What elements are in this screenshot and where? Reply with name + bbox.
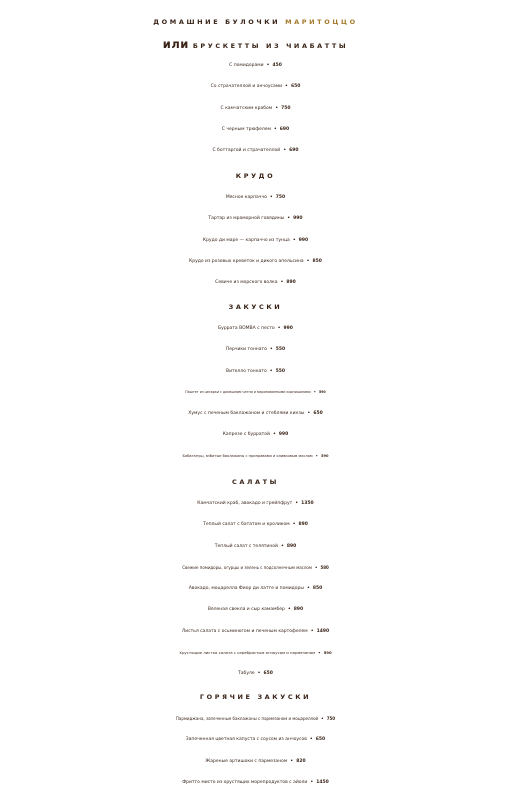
separator: • [283, 148, 287, 154]
item-name: Мясное карпаччо [225, 195, 267, 200]
menu-item [0, 493, 511, 514]
menu-item [0, 642, 511, 663]
item-price: 590 [323, 650, 332, 656]
item-price: 590 [320, 453, 329, 458]
separator: • [266, 63, 270, 68]
item-name: Фритто мисто из хрустящих морепродуктов с айоли [182, 779, 308, 785]
separator: • [280, 280, 284, 286]
item-price: 890 [298, 522, 308, 528]
separator: • [290, 758, 294, 764]
item-name: Теплый салат с бататом и кроликом [203, 522, 290, 528]
item-price: 750 [326, 716, 336, 721]
item-name: Запеченная цветная капуста с соусом из анчоусов [185, 737, 307, 743]
item-name: Табуле [238, 671, 255, 677]
item-price: 990 [298, 237, 309, 243]
menu-item [0, 140, 511, 161]
item-name: Бабагануш, взбитые баклажаны с приправами и оливковым маслом [182, 453, 313, 458]
menu-item [0, 119, 511, 140]
menu-item [0, 208, 511, 229]
heading-text: ДОМАШНИЕ БУЛОЧКИ [153, 18, 281, 26]
item-price: 550 [275, 347, 286, 353]
separator: • [314, 564, 318, 570]
item-name: Хумус с печеным баклажаном и стеблями кинзы [188, 411, 305, 417]
menu-item [0, 536, 511, 557]
heading-accent-text: МАРИТОЦЦО [285, 18, 358, 26]
menu-item [0, 708, 511, 729]
item-price: 650 [313, 411, 323, 417]
item-name: С помидорами [229, 63, 264, 68]
item-price: 650 [315, 737, 326, 743]
separator: • [292, 522, 296, 528]
separator: • [310, 628, 314, 634]
item-price: 690 [279, 126, 290, 132]
menu-item [0, 55, 511, 76]
separator: • [310, 779, 314, 785]
section-heading [0, 11, 511, 33]
item-price: 850 [312, 586, 323, 592]
item-name: Крудо ди маре — карпаччо из тунца [202, 237, 290, 243]
section-subheading [0, 33, 511, 55]
menu-item [0, 339, 511, 360]
separator: • [292, 237, 296, 243]
separator: • [269, 195, 273, 200]
item-name: Буррата BOMBA с песто [218, 326, 275, 331]
item-name: Свежие помидоры, огурцы и зелень с подсолнечным маслом [182, 564, 312, 570]
section-buns-bruschetta [0, 11, 511, 161]
item-name: Пармиджана, запеченные баклажаны с пармезаном и моцареллой [175, 716, 319, 721]
menu-item [0, 230, 511, 251]
menu-item [0, 663, 511, 684]
menu-item [0, 361, 511, 382]
item-name: Тартар из мраморной говядины [208, 216, 285, 222]
separator: • [307, 411, 311, 417]
separator: • [269, 347, 273, 353]
item-name: Теплый салат с телятиной [214, 543, 278, 549]
section-heading: ЗАКУСКИ [228, 303, 283, 311]
section-heading: КРУДО [235, 172, 276, 180]
item-name: Перчики тоннато [225, 347, 267, 353]
menu-item [0, 318, 511, 339]
section-appetizers [0, 296, 511, 467]
item-price: 890 [293, 607, 304, 613]
menu-item [0, 514, 511, 535]
section-hot-appetizers [0, 686, 511, 793]
item-price: 590 [318, 389, 326, 394]
item-price: 990 [283, 326, 293, 331]
section-heading: ГОРЯЧИЕ ЗАКУСКИ [199, 693, 312, 701]
menu-item [0, 272, 511, 293]
item-name: Хрустящие листья салата с серебристым анчоусом и пармезаном [179, 650, 316, 656]
separator: • [269, 368, 273, 374]
item-name: Со страчателлой и анчоусами [210, 84, 283, 90]
item-price: 580 [320, 564, 329, 570]
separator: • [306, 586, 310, 592]
separator: • [306, 258, 310, 264]
item-name: С боттаргой и страчателлой [212, 148, 281, 154]
item-price: 1350 [301, 501, 314, 506]
separator: • [313, 389, 316, 394]
separator: • [257, 671, 261, 677]
item-price: 690 [289, 148, 299, 154]
item-name: Вяленая свекла и сыр камамбер [207, 607, 285, 613]
separator: • [287, 607, 291, 613]
separator: • [295, 501, 299, 506]
separator: • [275, 105, 279, 111]
item-price: 650 [263, 671, 273, 677]
menu-item [0, 76, 511, 97]
separator: • [285, 84, 288, 90]
menu-item [0, 98, 511, 119]
item-name: Вителло тоннато [225, 368, 267, 374]
section-crudo [0, 165, 511, 293]
menu-item [0, 424, 511, 445]
section-heading: САЛАТЫ [232, 478, 279, 486]
item-price: 890 [286, 280, 296, 286]
item-price: 1450 [316, 779, 329, 785]
separator: • [315, 453, 318, 458]
separator: • [272, 432, 276, 438]
section-salads [0, 471, 511, 685]
item-name: Капрезе с бурратой [222, 432, 270, 438]
item-name: Паштет из цесарки с домашним чатни и маринованными корнишонами [185, 389, 311, 394]
item-price: 450 [272, 63, 282, 68]
item-name: Листья салата с осьминогом и печеным картофелем [181, 628, 308, 634]
item-name: С камчатским крабом [220, 105, 273, 111]
menu-item [0, 446, 511, 467]
item-price: 750 [281, 105, 291, 111]
menu-item [0, 382, 511, 403]
separator: • [273, 126, 277, 132]
item-name: Камчатский краб, авокадо и грейпфрут [197, 501, 293, 506]
item-name: Крудо из розовых креветок и дикого апельсина [189, 258, 304, 264]
separator: • [280, 543, 284, 549]
item-price: 1490 [316, 628, 330, 634]
item-name: Авокадо, моцарелла Фиор ди латте и помидоры [188, 586, 304, 592]
separator: • [321, 716, 324, 721]
item-name: С черным трюфелем [221, 126, 271, 132]
menu-item [0, 599, 511, 620]
item-price: 650 [290, 84, 301, 90]
item-price: 990 [293, 216, 303, 222]
subheading-connector: или [162, 37, 189, 51]
item-price: 850 [312, 258, 322, 264]
item-name: Севиче из морского волка [215, 280, 278, 286]
item-price: 990 [278, 432, 289, 438]
separator: • [277, 326, 281, 331]
menu-item [0, 403, 511, 424]
separator: • [318, 650, 321, 656]
item-price: 890 [286, 543, 297, 549]
separator: • [287, 216, 291, 222]
item-price: 550 [275, 368, 286, 374]
subheading-text: БРУСКЕТТЫ ИЗ ЧИАБАТТЫ [192, 42, 349, 50]
menu-item [0, 251, 511, 272]
item-price: 820 [296, 758, 306, 764]
menu-item [0, 772, 511, 793]
menu-item [0, 557, 511, 578]
menu-item [0, 621, 511, 642]
menu-item [0, 578, 511, 599]
separator: • [309, 737, 313, 743]
menu-item [0, 751, 511, 772]
item-name: Жареные артишоки с пармезаном [205, 758, 288, 764]
menu-item [0, 187, 511, 208]
item-price: 750 [275, 195, 286, 200]
menu-item [0, 729, 511, 750]
